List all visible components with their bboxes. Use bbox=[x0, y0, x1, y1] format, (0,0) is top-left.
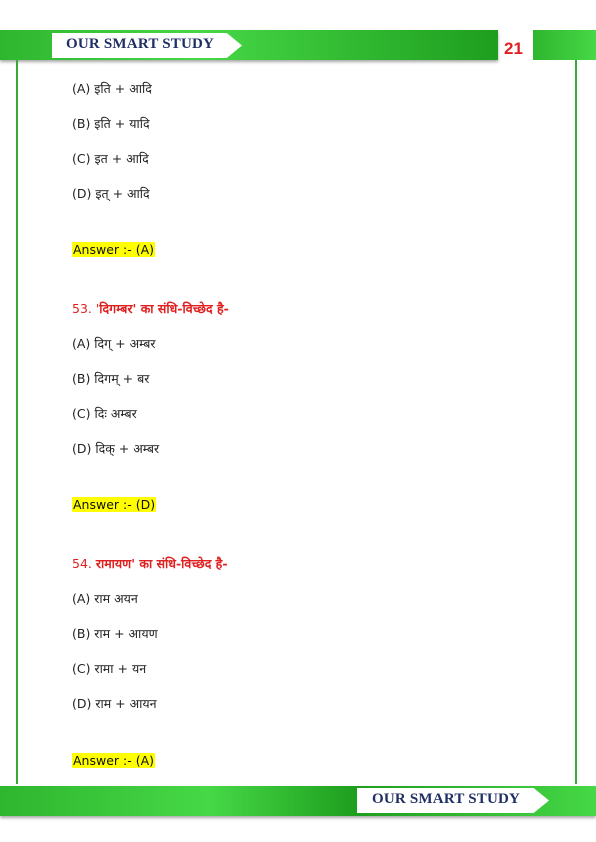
option-b: (B) राम + आयण bbox=[72, 626, 158, 641]
frame-right-border bbox=[575, 60, 577, 784]
option-d: (D) इत् + आदि bbox=[72, 186, 150, 201]
header-title: OUR SMART STUDY bbox=[66, 36, 215, 52]
option-a: (A) इति + आदि bbox=[72, 81, 152, 96]
option-b: (B) इति + यादि bbox=[72, 116, 150, 131]
question-53 bbox=[72, 300, 229, 317]
option-a: (A) राम अयन bbox=[72, 591, 138, 606]
option-a: (A) दिग् + अम्बर bbox=[72, 336, 156, 351]
header-right-band bbox=[533, 30, 596, 60]
frame-left-border bbox=[16, 60, 18, 784]
question-text: रामायण' का संधि-विच्छेद है- bbox=[95, 556, 228, 571]
question-number: 54. bbox=[72, 556, 96, 571]
answer-highlight: Answer :- (D) bbox=[73, 497, 156, 512]
option-c: (C) रामा + यन bbox=[72, 661, 147, 676]
answer-highlight: Answer :- (A) bbox=[73, 753, 155, 768]
option-d: (D) राम + आयन bbox=[72, 696, 157, 711]
option-c: (C) इत + आदि bbox=[72, 151, 149, 166]
option-c: (C) दिः अम्बर bbox=[72, 406, 137, 421]
option-d: (D) दिक् + अम्बर bbox=[72, 441, 160, 456]
option-b: (B) दिगम् + बर bbox=[72, 371, 150, 386]
answer-line bbox=[72, 497, 156, 512]
answer-highlight: Answer :- (A) bbox=[73, 242, 155, 257]
footer-title: OUR SMART STUDY bbox=[372, 791, 521, 807]
page-number: 21 bbox=[504, 39, 523, 58]
question-text: दिगम्बर' का संधि-विच्छेद है- bbox=[99, 301, 229, 316]
question-number: 53. ' bbox=[72, 301, 100, 316]
answer-line bbox=[72, 753, 155, 768]
answer-line bbox=[72, 242, 155, 257]
question-54 bbox=[72, 555, 228, 572]
